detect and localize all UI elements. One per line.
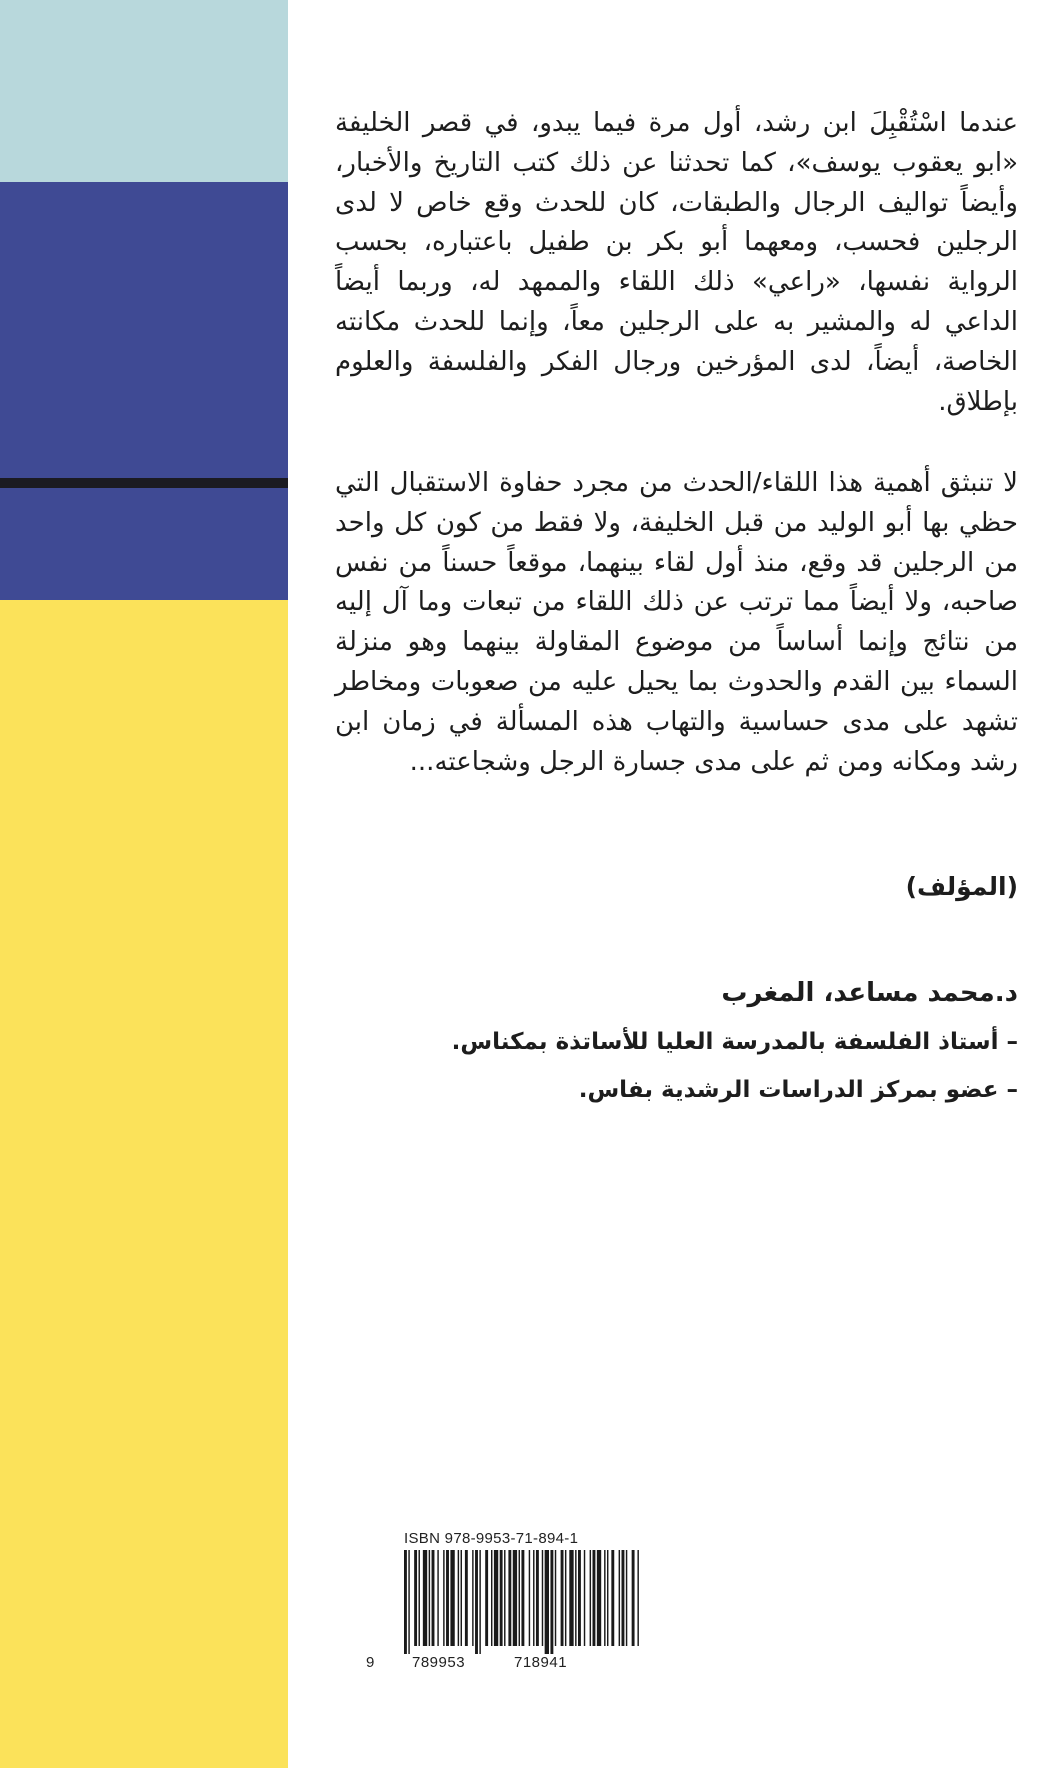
barcode-bar [593, 1550, 596, 1646]
author-signature: (المؤلف) [905, 872, 1018, 901]
barcode-bar [404, 1550, 407, 1654]
barcode-bar [437, 1550, 438, 1646]
barcode-bar [590, 1550, 591, 1646]
barcode-bar [632, 1550, 635, 1646]
barcode-bar [491, 1550, 492, 1646]
author-bio [318, 968, 1018, 1114]
dark-rule [0, 478, 288, 488]
barcode-bar [494, 1550, 498, 1646]
navy-band-lower [0, 464, 288, 478]
isbn-digits-right: 718941 [514, 1654, 568, 1671]
barcode-bar [607, 1550, 608, 1646]
barcode-bar [429, 1550, 430, 1646]
barcode-bar [529, 1550, 530, 1646]
navy-band-bottom [0, 488, 288, 600]
barcode-bar [479, 1550, 480, 1654]
barcode-bar [504, 1550, 505, 1646]
barcode-bar [432, 1550, 435, 1646]
yellow-band [0, 600, 288, 1768]
barcode-bar [465, 1550, 468, 1646]
author-name: د.محمد مساعد، المغرب [721, 978, 1018, 1008]
barcode-bar [611, 1550, 614, 1646]
barcode-bar [542, 1550, 543, 1646]
barcode-bar [533, 1550, 534, 1646]
blurb-paragraph-2: لا تنبثق أهمية هذا اللقاء/الحدث من مجرد حفاوة الاستقبال التي حظي بها أبو الوليد من قبل الخليفة، ولا فقط من كون كل واحد من الرجلين قد وقع، منذ أول لقاء بينهما، موقعاً حسناً من نفس صاحبه، ولا أيضاً مما ترتب عن ذلك اللقاء من تبعات وما آل إليه من نتائج وإنما أساساً من موضوع المقاولة بينهما وهو منزلة السماء بين القدم والحدوث بما يحيل عليه من صعوبات ومخاطر تشهد على مدى حساسية والتهاب هذه المسألة في زمان ابن رشد ومكانه ومن ثم على مدى جسارة الرجل وشجاعته... [335, 468, 1018, 777]
barcode-bar [637, 1550, 638, 1646]
barcode-bar [575, 1550, 576, 1646]
isbn-barcode [366, 1530, 648, 1680]
barcode-bar [597, 1550, 601, 1646]
barcode-bar [565, 1550, 566, 1646]
barcode-bar [472, 1550, 473, 1646]
blurb-paragraph-1: عندما اسْتُقْبِلَ ابن رشد، أول مرة فيما يبدو، في قصر الخليفة «ابو يعقوب يوسف»، كما تحدثنا عن ذلك كتب التاريخ والأخبار، وأيضاً تواليف الرجال والطبقات، كان للحدث وقع خاص لا لدى الرجلين فحسب، ومعهما أبو بكر بن طفيل باعتباره، بحسب الرواية نفسها، «راعي» ذلك اللقاء والممهد له، وربما أيضاً الداعي له والمشير به على الرجلين معاً، وإنما للحدث مكانته الخاصة، أيضاً، لدى المؤرخين ورجال الفكر والفلسفة والعلوم بإطلاق. [335, 108, 1018, 417]
barcode-bar [419, 1550, 420, 1646]
barcode-bar [561, 1550, 564, 1646]
barcode-bar [443, 1550, 444, 1646]
barcode-bar [475, 1550, 478, 1654]
barcode-bar [569, 1550, 573, 1646]
barcode-bar [414, 1550, 417, 1646]
isbn-label: ISBN 978-9953-71-894-1 [404, 1530, 579, 1547]
isbn-digits-left: 789953 [412, 1654, 466, 1671]
isbn-digit-first: 9 [366, 1654, 375, 1671]
light-blue-band [0, 0, 288, 182]
barcode-bar [423, 1550, 427, 1646]
bio-line-1: – أستاذ الفلسفة بالمدرسة العليا للأساتذة بمكناس. [451, 1029, 1018, 1055]
barcode-bar [446, 1550, 449, 1646]
barcode-bar [408, 1550, 409, 1654]
barcode-bar [508, 1550, 511, 1646]
barcode-bar [458, 1550, 459, 1646]
barcode-bar [536, 1550, 539, 1646]
barcode-bar [500, 1550, 503, 1646]
barcode-bar [622, 1550, 625, 1646]
barcode-bar [578, 1550, 581, 1646]
barcode-bar [555, 1550, 556, 1646]
barcode-bar [513, 1550, 517, 1646]
barcode-bars [404, 1550, 640, 1654]
barcode-bar [519, 1550, 520, 1646]
barcode-bar [450, 1550, 454, 1646]
barcode-bar [550, 1550, 553, 1654]
barcode-bar [545, 1550, 549, 1654]
barcode-bar [485, 1550, 488, 1646]
cover-color-strip [0, 0, 288, 1768]
barcode-bar [626, 1550, 627, 1646]
barcode-bar [461, 1550, 462, 1646]
barcode-bar [619, 1550, 620, 1646]
bio-line-2: – عضو بمركز الدراسات الرشدية بفاس. [578, 1077, 1018, 1103]
barcode-bar [584, 1550, 585, 1646]
barcode-bar [604, 1550, 605, 1646]
barcode-bar [521, 1550, 524, 1646]
navy-band [0, 182, 288, 464]
